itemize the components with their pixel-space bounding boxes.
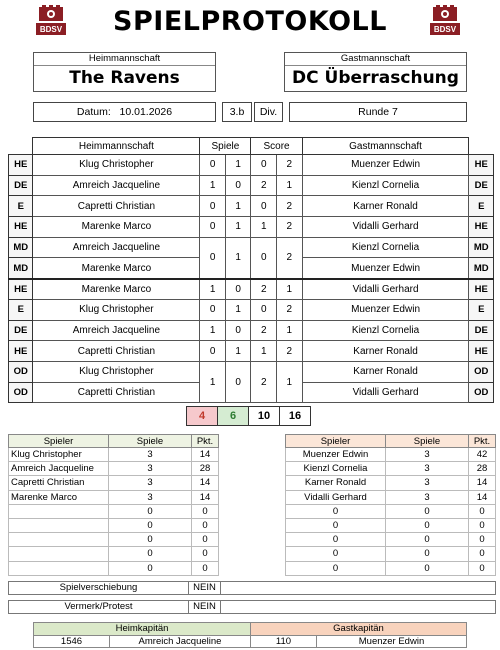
stats-player-name [9, 533, 109, 547]
home-score-total: 10 [249, 407, 280, 426]
stats-player-name: Amreich Jacqueline [9, 462, 109, 476]
stats-row [286, 462, 496, 476]
home-games: 0 [200, 196, 226, 217]
stats-points: 0 [469, 547, 496, 561]
stats-player-name: Klug Christopher [9, 448, 109, 462]
stats-games: 3 [386, 462, 469, 476]
away-games: 0 [225, 279, 251, 300]
header-home-team: Heimmannschaft [33, 138, 200, 155]
stats-points: 14 [469, 490, 496, 504]
away-score: 1 [277, 361, 303, 402]
stats-header-games: Spiele [109, 435, 192, 448]
stats-row [9, 448, 219, 462]
stats-points: 14 [192, 448, 219, 462]
stats-row [9, 476, 219, 490]
stats-player-name: 0 [286, 518, 386, 532]
match-row [9, 155, 494, 176]
stats-row [9, 561, 219, 575]
home-player: Amreich Jacqueline [33, 320, 200, 341]
away-player: Muenzer Edwin [302, 299, 469, 320]
match-row [9, 279, 494, 300]
stats-points: 0 [469, 561, 496, 575]
away-games: 1 [225, 237, 251, 278]
stats-points: 0 [192, 504, 219, 518]
home-player: Capretti Christian [33, 196, 200, 217]
stats-games: 3 [109, 448, 192, 462]
match-row [9, 175, 494, 196]
home-player: Capretti Christian [33, 341, 200, 362]
stats-points: 28 [192, 462, 219, 476]
game-type-code: DE [9, 320, 33, 341]
stats-row [286, 518, 496, 532]
away-team-label: Gastmannschaft [285, 53, 466, 66]
game-type-code: HE [469, 217, 494, 238]
captains-table [33, 622, 467, 648]
match-row-double [9, 361, 494, 382]
stats-games: 0 [386, 504, 469, 518]
away-games: 0 [225, 175, 251, 196]
away-captain-number: 110 [251, 635, 317, 648]
away-player-stats [285, 434, 496, 576]
home-player: Klug Christopher [33, 361, 200, 382]
stats-games: 3 [109, 476, 192, 490]
stats-player-name: 0 [286, 533, 386, 547]
stats-games: 0 [109, 533, 192, 547]
match-row [9, 196, 494, 217]
home-score: 0 [251, 237, 277, 278]
stats-player-name: 0 [286, 504, 386, 518]
stats-row [286, 547, 496, 561]
away-games: 1 [225, 299, 251, 320]
home-player: Marenke Marco [33, 279, 200, 300]
stats-player-name [9, 518, 109, 532]
logo-text: BDSV [39, 25, 63, 34]
stats-row [9, 504, 219, 518]
game-type-code: DE [9, 175, 33, 196]
stats-player-name [9, 504, 109, 518]
stats-row [9, 533, 219, 547]
postponement-value: NEIN [189, 582, 221, 594]
match-row [9, 320, 494, 341]
away-score: 1 [277, 279, 303, 300]
stats-points: 14 [469, 476, 496, 490]
stats-header-points: Pkt. [469, 435, 496, 448]
protest-label: Vermerk/Protest [9, 601, 189, 613]
away-captain-name: Muenzer Edwin [317, 635, 467, 648]
stats-row [9, 547, 219, 561]
stats-games: 3 [386, 490, 469, 504]
home-games: 1 [200, 279, 226, 300]
game-type-code: E [9, 299, 33, 320]
home-player: Capretti Christian [33, 382, 200, 403]
away-games: 1 [225, 341, 251, 362]
stats-games: 3 [386, 448, 469, 462]
game-type-code: DE [469, 175, 494, 196]
home-games: 1 [200, 320, 226, 341]
stats-header-player: Spieler [286, 435, 386, 448]
game-type-code: HE [9, 155, 33, 176]
away-score: 2 [277, 341, 303, 362]
home-games: 1 [200, 361, 226, 402]
away-player: Karner Ronald [302, 196, 469, 217]
date-label: Datum: [76, 106, 111, 118]
home-player: Marenke Marco [33, 217, 200, 238]
home-score: 0 [251, 196, 277, 217]
match-row-double [9, 237, 494, 258]
stats-player-name: 0 [286, 561, 386, 575]
away-games: 0 [225, 320, 251, 341]
protest-row [8, 600, 496, 614]
home-games-total: 4 [187, 407, 218, 426]
game-type-code: OD [9, 361, 33, 382]
away-player: Kienzl Cornelia [302, 175, 469, 196]
game-type-code: HE [9, 341, 33, 362]
match-table [8, 137, 494, 403]
stats-row [286, 490, 496, 504]
stats-points: 0 [192, 518, 219, 532]
home-games: 0 [200, 237, 226, 278]
home-player: Klug Christopher [33, 299, 200, 320]
stats-row [286, 561, 496, 575]
away-team-box [284, 52, 467, 92]
stats-games: 0 [386, 561, 469, 575]
home-player: Amreich Jacqueline [33, 237, 200, 258]
home-games: 0 [200, 217, 226, 238]
game-type-code: MD [469, 258, 494, 279]
game-type-code: MD [9, 258, 33, 279]
home-score: 0 [251, 155, 277, 176]
game-type-code: OD [469, 361, 494, 382]
away-player: Muenzer Edwin [302, 258, 469, 279]
stats-points: 0 [469, 533, 496, 547]
game-type-code: HE [469, 341, 494, 362]
stats-player-name: Muenzer Edwin [286, 448, 386, 462]
stats-points: 0 [192, 533, 219, 547]
away-score: 1 [277, 175, 303, 196]
page-title: SPIELPROTOKOLL [113, 6, 387, 37]
stats-player-name: Capretti Christian [9, 476, 109, 490]
game-type-code: DE [469, 320, 494, 341]
stats-row [286, 476, 496, 490]
away-score: 2 [277, 196, 303, 217]
game-type-code: HE [9, 279, 33, 300]
stats-player-name: Vidalli Gerhard [286, 490, 386, 504]
stats-games: 0 [109, 561, 192, 575]
away-score-total: 16 [280, 407, 311, 426]
home-games: 0 [200, 155, 226, 176]
game-type-code: E [9, 196, 33, 217]
home-games: 1 [200, 175, 226, 196]
stats-player-name [9, 547, 109, 561]
home-captain-label: Heimkapitän [34, 623, 251, 636]
away-score: 2 [277, 299, 303, 320]
away-games: 0 [225, 361, 251, 402]
game-type-code: OD [469, 382, 494, 403]
stats-points: 0 [469, 504, 496, 518]
stats-games: 3 [109, 462, 192, 476]
stats-points: 14 [192, 476, 219, 490]
away-games-total: 6 [218, 407, 249, 426]
stats-games: 0 [386, 533, 469, 547]
away-player: Kienzl Cornelia [302, 237, 469, 258]
stats-header-points: Pkt. [192, 435, 219, 448]
home-captain-number: 1546 [34, 635, 110, 648]
home-score: 1 [251, 341, 277, 362]
stats-row [286, 448, 496, 462]
stats-row [9, 462, 219, 476]
stats-games: 0 [109, 504, 192, 518]
away-player: Karner Ronald [302, 361, 469, 382]
home-team-box [33, 52, 216, 92]
home-score: 2 [251, 361, 277, 402]
away-player: Vidalli Gerhard [302, 279, 469, 300]
game-type-code: HE [469, 155, 494, 176]
away-player: Kienzl Cornelia [302, 320, 469, 341]
away-games: 1 [225, 196, 251, 217]
stats-games: 3 [386, 476, 469, 490]
header-score: Score [251, 138, 302, 155]
stats-points: 42 [469, 448, 496, 462]
game-type-code: HE [9, 217, 33, 238]
game-type-code: HE [469, 279, 494, 300]
match-row [9, 341, 494, 362]
round-box: Runde 7 [289, 102, 467, 122]
stats-row [9, 490, 219, 504]
date-box [33, 102, 216, 122]
away-player: Vidalli Gerhard [302, 217, 469, 238]
home-score: 2 [251, 279, 277, 300]
home-team-label: Heimmannschaft [34, 53, 215, 66]
stats-points: 0 [469, 518, 496, 532]
away-player: Muenzer Edwin [302, 155, 469, 176]
home-games: 0 [200, 299, 226, 320]
stats-player-name: 0 [286, 547, 386, 561]
stats-header-games: Spiele [386, 435, 469, 448]
stats-games: 0 [386, 518, 469, 532]
home-games: 0 [200, 341, 226, 362]
home-captain-name: Amreich Jacqueline [110, 635, 251, 648]
stats-player-name: Marenke Marco [9, 490, 109, 504]
stats-player-name: Karner Ronald [286, 476, 386, 490]
protest-value: NEIN [189, 601, 221, 613]
division-box: Div. [254, 102, 283, 122]
away-score: 1 [277, 320, 303, 341]
match-row [9, 217, 494, 238]
home-player: Amreich Jacqueline [33, 175, 200, 196]
stats-player-name: Kienzl Cornelia [286, 462, 386, 476]
match-row [9, 299, 494, 320]
away-captain-label: Gastkapitän [251, 623, 467, 636]
home-player-stats [8, 434, 219, 576]
stats-games: 0 [109, 518, 192, 532]
stats-header-player: Spieler [9, 435, 109, 448]
away-player: Vidalli Gerhard [302, 382, 469, 403]
home-player: Marenke Marco [33, 258, 200, 279]
away-score: 2 [277, 155, 303, 176]
stats-games: 0 [386, 547, 469, 561]
home-team-name: The Ravens [69, 68, 180, 88]
stats-games: 0 [109, 547, 192, 561]
away-player: Karner Ronald [302, 341, 469, 362]
home-score: 2 [251, 320, 277, 341]
stats-player-name [9, 561, 109, 575]
postponement-label: Spielverschiebung [9, 582, 189, 594]
stats-row [286, 504, 496, 518]
home-score: 2 [251, 175, 277, 196]
home-player: Klug Christopher [33, 155, 200, 176]
game-type-code: E [469, 299, 494, 320]
header-games: Spiele [200, 138, 251, 155]
game-type-code: MD [469, 237, 494, 258]
away-games: 1 [225, 217, 251, 238]
stats-points: 28 [469, 462, 496, 476]
game-type-code: OD [9, 382, 33, 403]
game-type-code: E [469, 196, 494, 217]
stats-row [286, 533, 496, 547]
game-type-code: MD [9, 237, 33, 258]
stats-points: 14 [192, 490, 219, 504]
header-away-team: Gastmannschaft [302, 138, 469, 155]
postponement-row [8, 581, 496, 595]
stats-points: 0 [192, 547, 219, 561]
away-games: 1 [225, 155, 251, 176]
away-team-name: DC Überraschung [292, 68, 459, 88]
away-score: 2 [277, 217, 303, 238]
stats-games: 3 [109, 490, 192, 504]
home-score: 0 [251, 299, 277, 320]
stats-points: 0 [192, 561, 219, 575]
date-value: 10.01.2026 [119, 106, 173, 118]
league-box: 3.b [222, 102, 252, 122]
logo-text: BDSV [433, 25, 457, 34]
home-score: 1 [251, 217, 277, 238]
away-score: 2 [277, 237, 303, 278]
totals-row [186, 406, 311, 426]
stats-row [9, 518, 219, 532]
